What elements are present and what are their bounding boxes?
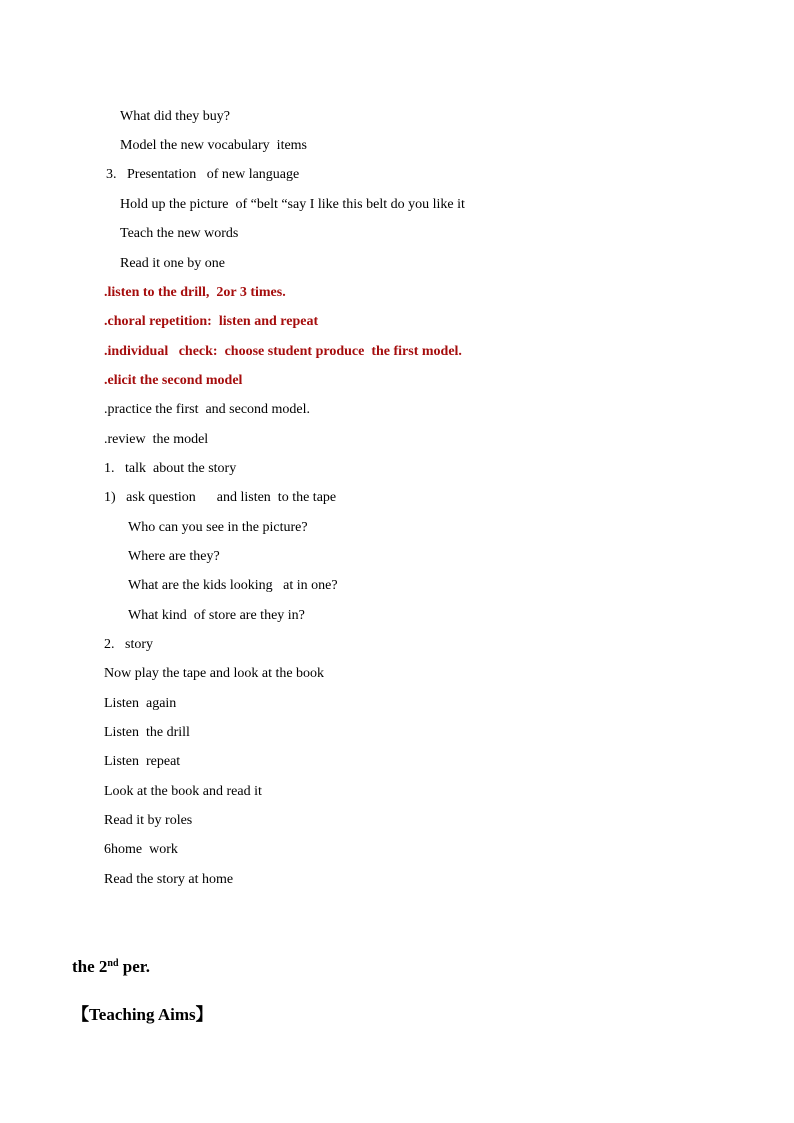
text-line: Teach the new words [120, 226, 239, 241]
numbered-item: 1) ask question and listen to the tape [104, 490, 337, 505]
numbered-item: 3. Presentation of new language [106, 167, 300, 182]
emphasis-line: .listen to the drill, 2or 3 times. [104, 285, 286, 300]
text-line: .practice the first and second model. [104, 402, 311, 417]
text-line: Listen again [104, 696, 177, 711]
text-line: .review the model [104, 432, 209, 447]
numbered-item: 1. talk about the story [104, 461, 237, 476]
emphasis-line: .elicit the second model [104, 373, 243, 388]
text-line: Look at the book and read it [104, 784, 262, 799]
emphasis-line: .choral repetition: listen and repeat [104, 314, 319, 329]
text-line: Model the new vocabulary items [120, 138, 308, 153]
text-line: Now play the tape and look at the book [104, 666, 325, 681]
text-line: Hold up the picture of “belt “say I like this belt do you like it [120, 197, 465, 212]
text-line: 6home work [104, 842, 178, 857]
text-line: Read the story at home [104, 872, 234, 887]
emphasis-line: .individual check: choose student produce the first model. [104, 344, 462, 359]
period-heading-prefix: the 2 [72, 957, 108, 976]
question-line: Who can you see in the picture? [128, 520, 308, 535]
numbered-item: 2. story [104, 637, 153, 652]
period-heading-superscript: nd [107, 958, 119, 969]
text-line: Read it by roles [104, 813, 193, 828]
period-heading-suffix: per. [118, 957, 151, 976]
period-heading [72, 957, 150, 977]
question-line: What are the kids looking at in one? [128, 578, 338, 593]
text-line: Listen repeat [104, 754, 181, 769]
question-line: What kind of store are they in? [128, 608, 305, 623]
text-line: Listen the drill [104, 725, 190, 740]
text-line: Read it one by one [120, 256, 225, 271]
text-line: What did they buy? [120, 109, 231, 124]
question-line: Where are they? [128, 549, 220, 564]
teaching-aims-heading: 【Teaching Aims】 [72, 1005, 213, 1024]
